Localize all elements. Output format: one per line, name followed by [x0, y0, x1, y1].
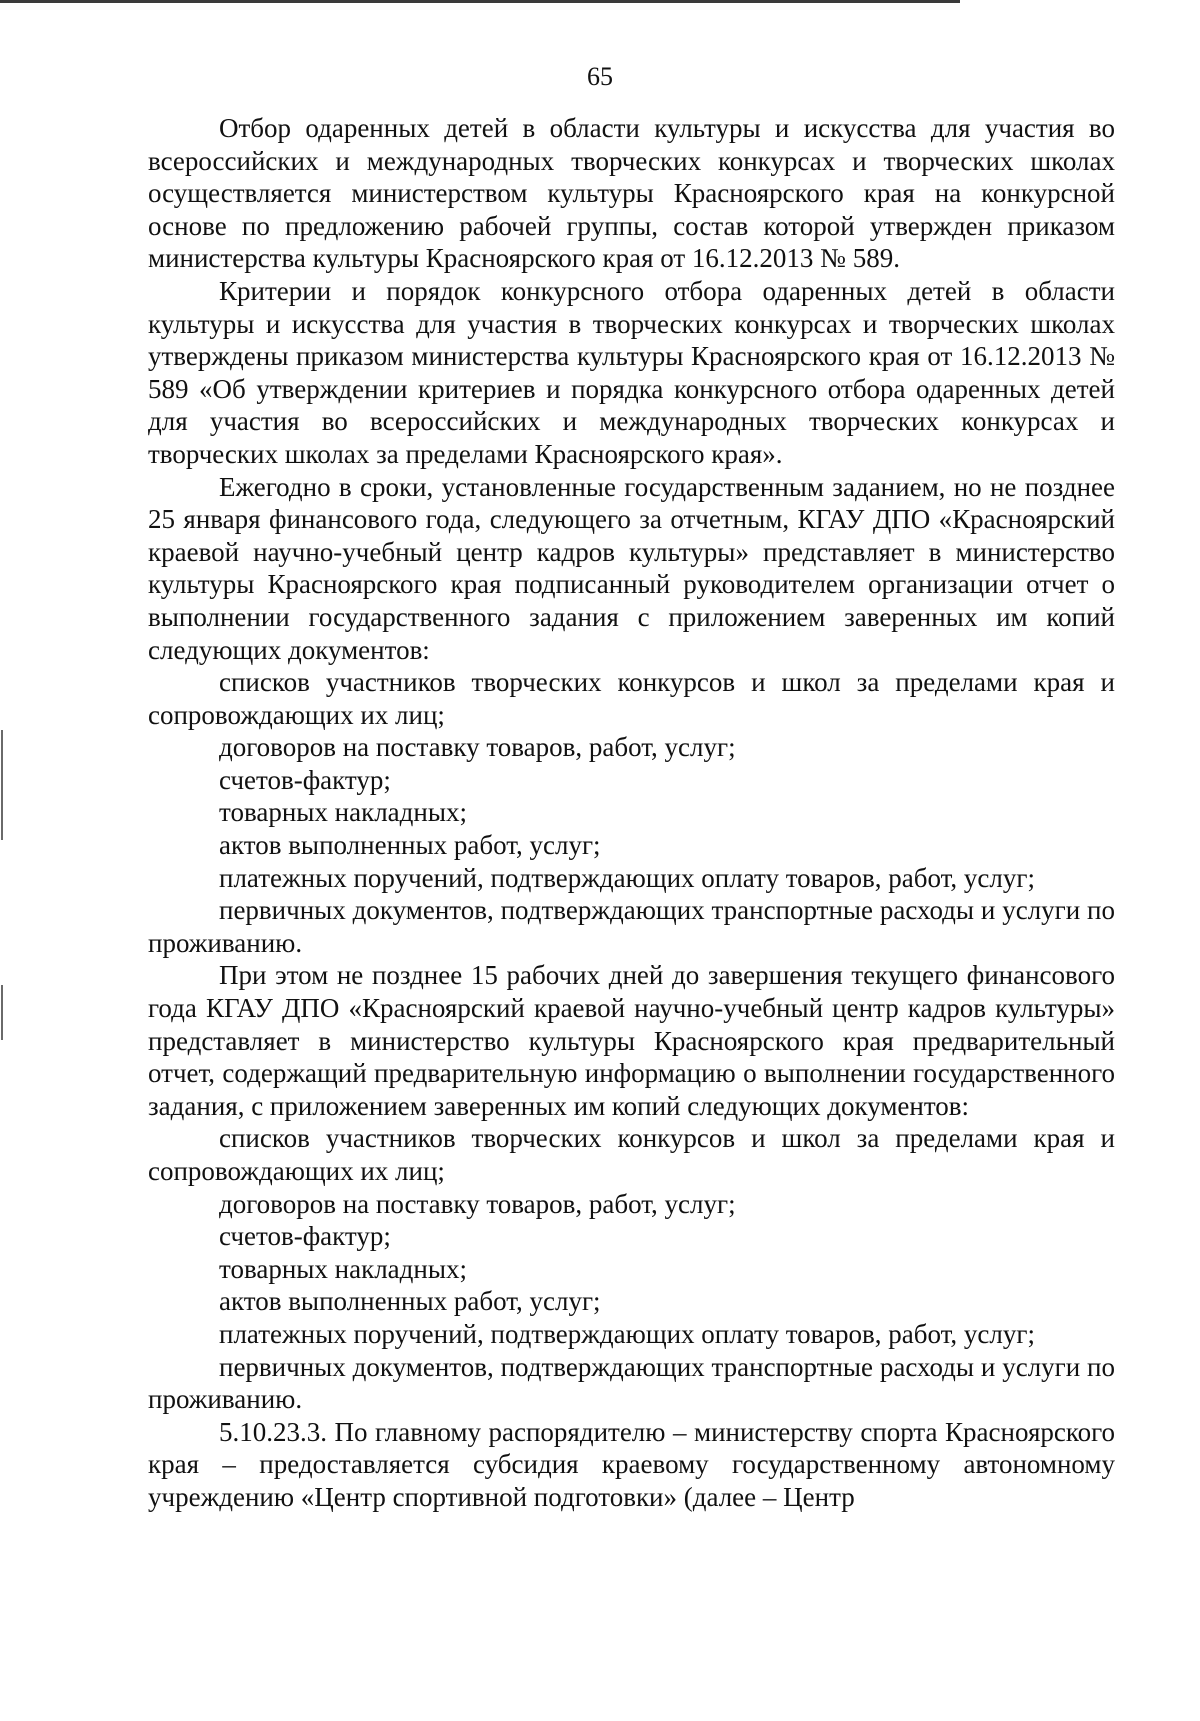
paragraph-criteria: Критерии и порядок конкурсного отбора одаренных детей в области культуры и искусства для участия в творческих конкурсах и творческих школах утверждены приказом министерства культуры Красноярского края от 16.12.2013 № 589 «Об утверждении критериев и порядка конкурсного отбора одаренных детей для участия во всероссийских и международных творческих конкурсах и творческих школах за пределами Красноярского края».: [148, 275, 1115, 469]
scan-edge-line: [0, 0, 960, 3]
list-item: актов выполненных работ, услуг;: [219, 830, 601, 861]
list-item: товарных накладных;: [219, 797, 467, 828]
list-item: счетов-фактур;: [219, 1221, 391, 1252]
list-item: платежных поручений, подтверждающих оплату товаров, работ, услуг;: [219, 1318, 1035, 1349]
list-item: актов выполненных работ, услуг;: [219, 1286, 601, 1317]
list-item: первичных документов, подтверждающих транспортные расходы и услуги по проживанию.: [148, 1351, 1115, 1415]
document-body: [148, 112, 1115, 1514]
annual-report-documents-list: [148, 666, 1115, 959]
scan-margin-mark: [1, 985, 3, 1040]
list-item: списков участников творческих конкурсов и школ за пределами края и сопровождающих их лиц;: [148, 667, 1115, 730]
list-item: платежных поручений, подтверждающих оплату товаров, работ, услуг;: [219, 862, 1035, 893]
scan-margin-mark: [1, 730, 3, 840]
list-item: договоров на поставку товаров, работ, услуг;: [219, 732, 736, 763]
list-item: списков участников творческих конкурсов и школ за пределами края и сопровождающих их лиц;: [148, 1123, 1115, 1186]
paragraph-annual-report: Ежегодно в сроки, установленные государственным заданием, но не позднее 25 января финансового года, следующего за отчетным, КГАУ ДПО «Красноярский краевой научно-учебный центр кадров культуры» представляет в министерство культуры Красноярского края подписанный руководителем организации отчет о выполнении государственного задания с приложением заверенных им копий следующих документов:: [148, 471, 1115, 665]
list-item: счетов-фактур;: [219, 764, 391, 795]
list-item: первичных документов, подтверждающих транспортные расходы и услуги по проживанию.: [148, 895, 1115, 958]
preliminary-report-documents-list: [148, 1122, 1115, 1415]
list-item: договоров на поставку товаров, работ, услуг;: [219, 1188, 736, 1219]
list-item: товарных накладных;: [219, 1253, 467, 1284]
page-number: 65: [587, 62, 613, 91]
paragraph-preliminary-report: При этом не позднее 15 рабочих дней до завершения текущего финансового года КГАУ ДПО «Красноярский краевой научно-учебный центр кадров культуры» представляет в министерство культуры Красноярского края предварительный отчет, содержащий предварительную информацию о выполнении государственного задания, с приложением заверенных им копий следующих документов:: [148, 960, 1115, 1121]
paragraph-selection: Отбор одаренных детей в области культуры и искусства для участия во всероссийских и международных творческих конкурсах и творческих школах осуществляется министерством культуры Красноярского края на конкурсной основе по предложению рабочей группы, состав которой утвержден приказом министерства культуры Красноярского края от 16.12.2013 № 589.: [148, 113, 1115, 274]
paragraph-sport-subsidy: 5.10.23.3. По главному распорядителю – министерству спорта Красноярского края – предоставляется субсидия краевому государственному автономному учреждению «Центр спортивной подготовки» (далее – Центр: [148, 1416, 1115, 1512]
